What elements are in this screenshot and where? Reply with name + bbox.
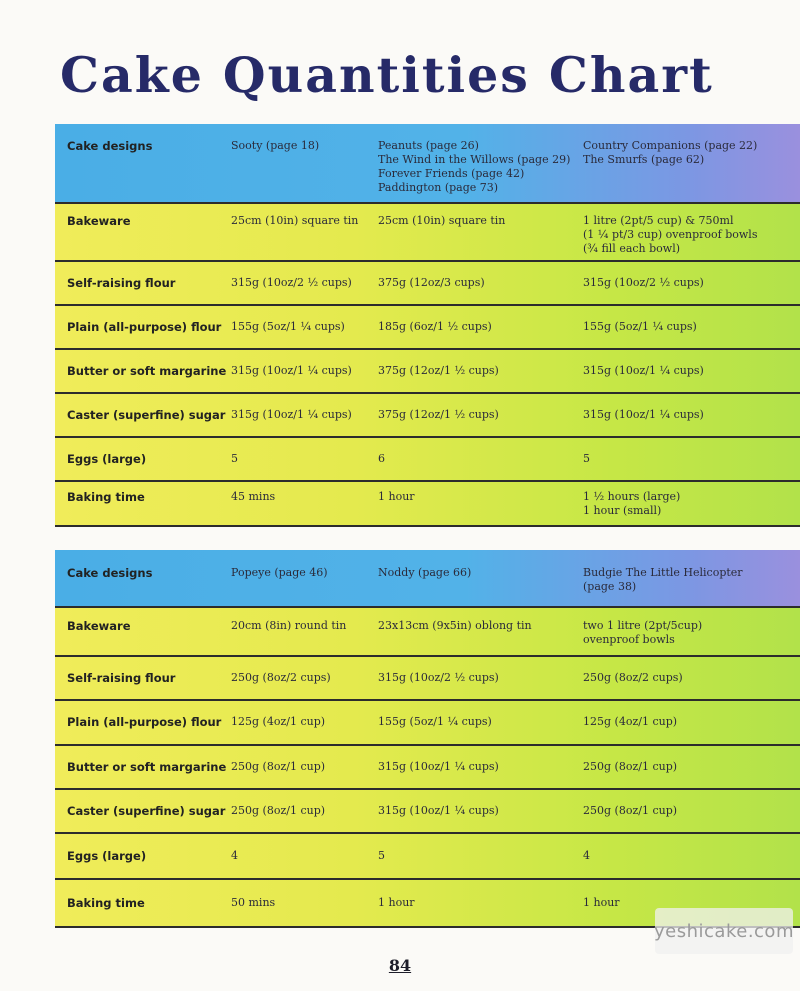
- table-cell: 5: [231, 452, 238, 465]
- table-cell: Peanuts (page 26) The Wind in the Willows (page 29) Forever Friends (page 42) Paddington (page 73): [378, 139, 571, 194]
- table-cell: 155g (5oz/1 ¼ cups): [378, 715, 492, 728]
- table-cell: 5: [583, 452, 590, 465]
- table-cell: 375g (12oz/3 cups): [378, 276, 485, 289]
- page-number: 84: [388, 956, 412, 975]
- table-row: [55, 746, 800, 790]
- table-cell: Budgie The Little Helicopter (page 38): [583, 566, 743, 593]
- table-cell: 5: [378, 849, 385, 862]
- table-cell: 315g (10oz/1 ¼ cups): [378, 760, 499, 773]
- table-cell: 6: [378, 452, 385, 465]
- table-cell: Sooty (page 18): [231, 139, 320, 152]
- table-cell: 315g (10oz/2 ½ cups): [583, 276, 704, 289]
- table-cell: Noddy (page 66): [378, 566, 472, 579]
- row-label: Caster (superfine) sugar: [67, 804, 226, 818]
- table-row: [55, 394, 800, 438]
- cake-quantities-table-1: [55, 124, 800, 527]
- table-cell: 125g (4oz/1 cup): [583, 715, 678, 728]
- table-cell: 25cm (10in) square tin: [378, 214, 506, 227]
- row-label: Cake designs: [67, 139, 153, 153]
- table-header-row: [55, 550, 800, 608]
- table-cell: Popeye (page 46): [231, 566, 328, 579]
- table-cell: 250g (8oz/2 cups): [231, 671, 331, 684]
- table-cell: 250g (8oz/2 cups): [583, 671, 683, 684]
- table-cell: 1 hour: [378, 490, 415, 503]
- table-cell: 1 ½ hours (large) 1 hour (small): [583, 490, 681, 517]
- table-cell: 155g (5oz/1 ¼ cups): [583, 320, 697, 333]
- table-cell: 315g (10oz/1 ¼ cups): [231, 408, 352, 421]
- table-cell: 45 mins: [231, 490, 276, 503]
- table-cell: Country Companions (page 22) The Smurfs (page 62): [583, 139, 758, 166]
- table-cell: 23x13cm (9x5in) oblong tin: [378, 619, 532, 632]
- table-row: [55, 306, 800, 350]
- table-header-row: [55, 124, 800, 204]
- table-row: [55, 350, 800, 394]
- table-row: [55, 701, 800, 746]
- row-label: Eggs (large): [67, 849, 147, 863]
- row-label: Plain (all-purpose) flour: [67, 320, 222, 334]
- table-row: [55, 262, 800, 306]
- row-label: Eggs (large): [67, 452, 147, 466]
- table-cell: 20cm (8in) round tin: [231, 619, 347, 632]
- table-cell: 315g (10oz/1 ¼ cups): [583, 364, 704, 377]
- row-label: Self-raising flour: [67, 276, 176, 290]
- watermark-logo: yeshicake.com: [655, 908, 793, 954]
- table-cell: 315g (10oz/1 ¼ cups): [231, 364, 352, 377]
- table-cell: 185g (6oz/1 ½ cups): [378, 320, 492, 333]
- table-cell: 1 hour: [378, 896, 415, 909]
- table-row: [55, 790, 800, 834]
- table-cell: two 1 litre (2pt/5cup) ovenproof bowls: [583, 619, 703, 646]
- row-label: Bakeware: [67, 214, 131, 228]
- row-label: Cake designs: [67, 566, 153, 580]
- table-cell: 155g (5oz/1 ¼ cups): [231, 320, 345, 333]
- row-label: Plain (all-purpose) flour: [67, 715, 222, 729]
- table-cell: 315g (10oz/1 ¼ cups): [583, 408, 704, 421]
- table-row: [55, 608, 800, 657]
- table-cell: 250g (8oz/1 cup): [583, 804, 678, 817]
- table-cell: 315g (10oz/2 ½ cups): [231, 276, 352, 289]
- table-cell: 4: [231, 849, 238, 862]
- table-cell: 315g (10oz/1 ¼ cups): [378, 804, 499, 817]
- row-label: Baking time: [67, 896, 145, 910]
- table-cell: 375g (12oz/1 ½ cups): [378, 408, 499, 421]
- table-cell: 250g (8oz/1 cup): [231, 760, 326, 773]
- table-cell: 1 hour: [583, 896, 620, 909]
- table-cell: 125g (4oz/1 cup): [231, 715, 326, 728]
- table-row: [55, 482, 800, 527]
- table-cell: 50 mins: [231, 896, 276, 909]
- table-row: [55, 204, 800, 262]
- row-label: Self-raising flour: [67, 671, 176, 685]
- table-cell: 315g (10oz/2 ½ cups): [378, 671, 499, 684]
- cake-quantities-table-2: [55, 550, 800, 928]
- table-row: [55, 438, 800, 482]
- row-label: Baking time: [67, 490, 145, 504]
- table-cell: 1 litre (2pt/5 cup) & 750ml (1 ¼ pt/3 cup) ovenproof bowls (¾ fill each bowl): [583, 214, 758, 255]
- table-cell: 250g (8oz/1 cup): [231, 804, 326, 817]
- row-label: Butter or soft margarine: [67, 760, 227, 774]
- table-cell: 4: [583, 849, 590, 862]
- table-cell: 375g (12oz/1 ½ cups): [378, 364, 499, 377]
- table-row: [55, 657, 800, 701]
- row-label: Bakeware: [67, 619, 131, 633]
- row-label: Caster (superfine) sugar: [67, 408, 226, 422]
- page-title: Cake Quantities Chart: [60, 46, 714, 104]
- table-row: [55, 834, 800, 880]
- table-cell: 25cm (10in) square tin: [231, 214, 359, 227]
- table-cell: 250g (8oz/1 cup): [583, 760, 678, 773]
- row-label: Butter or soft margarine: [67, 364, 227, 378]
